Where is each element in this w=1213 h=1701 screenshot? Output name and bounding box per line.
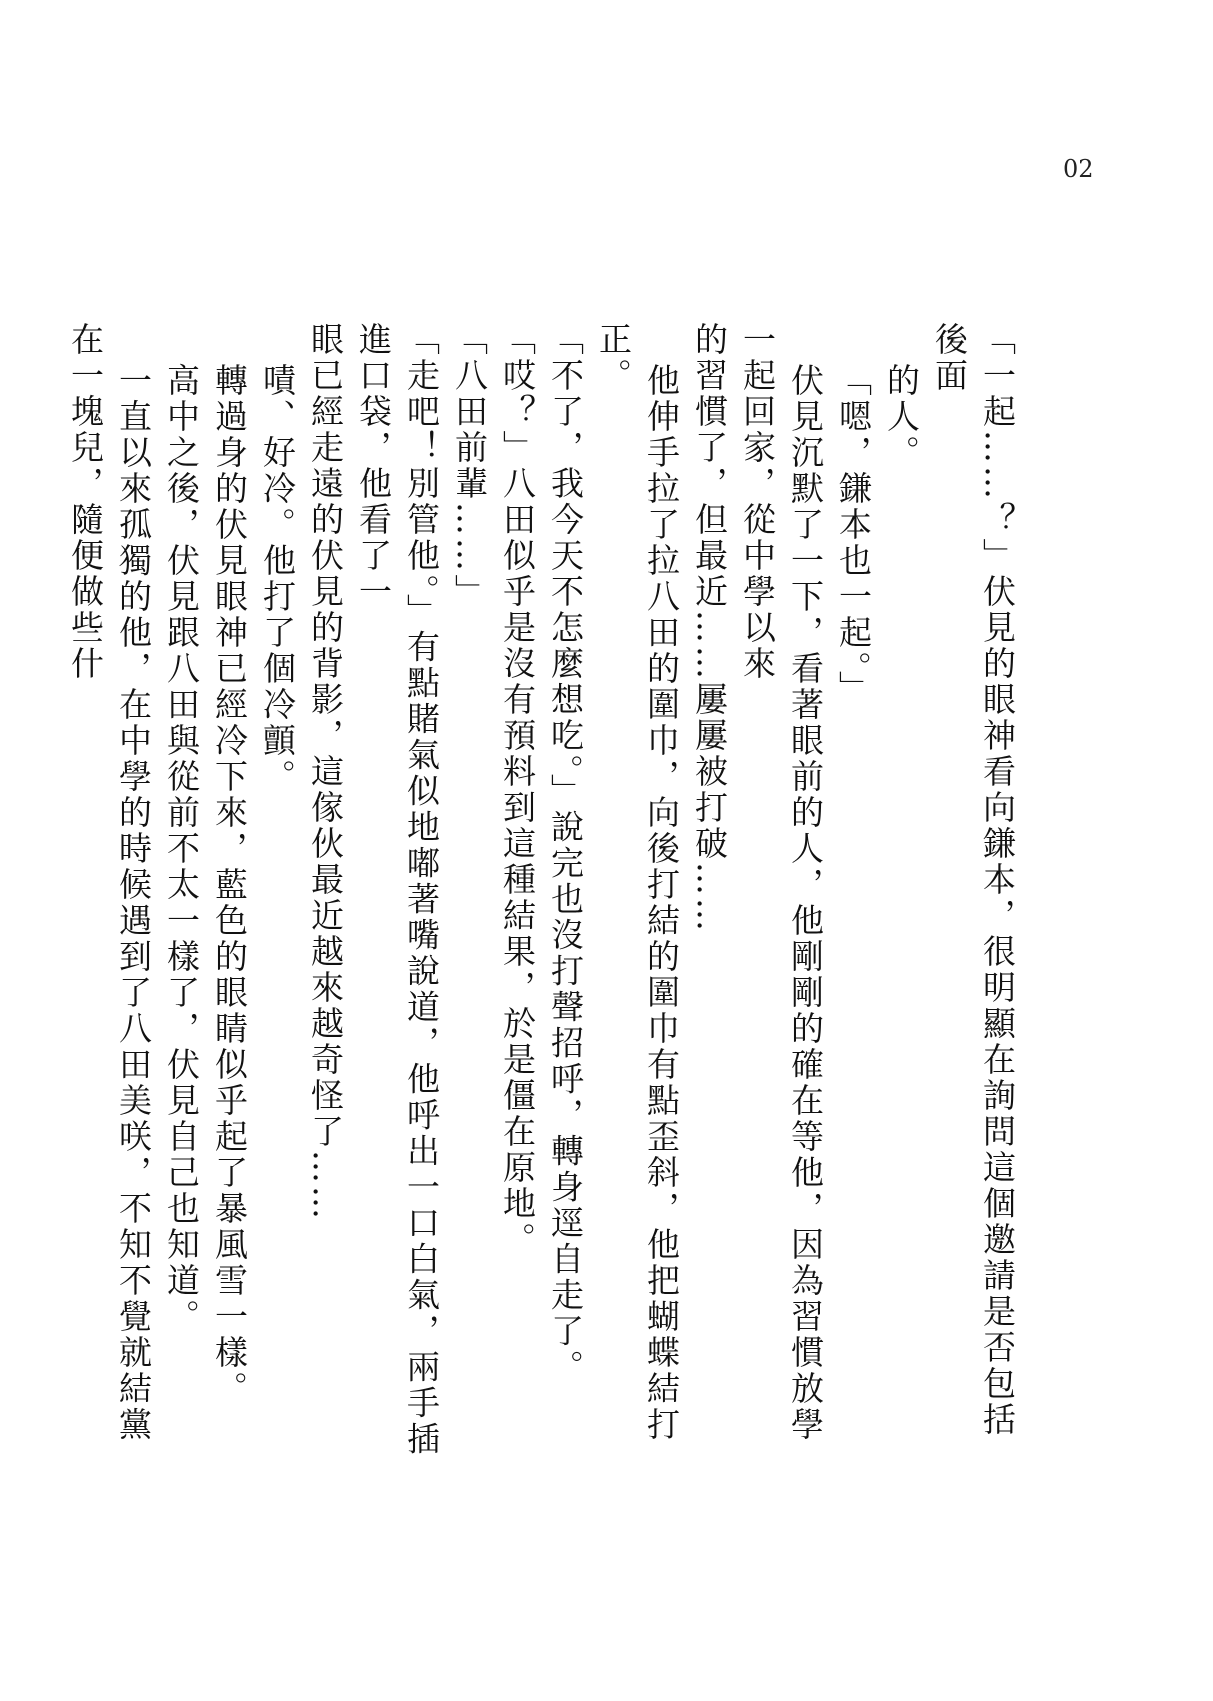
paragraph-continuation: 的習慣了，但最近……屢屢被打破……: [690, 322, 729, 934]
paragraph: 「走吧！別管他。」有點賭氣似地嘟著嘴說道，他呼出一口白氣，兩手插進口袋，他看了一: [354, 322, 441, 1458]
body-text: [61, 322, 1021, 1472]
page-number: 02: [1063, 155, 1094, 183]
paragraph-continuation: 眼已經走遠的伏見的背影，這傢伙最近越來越奇怪了……: [306, 322, 345, 1222]
paragraph: 一直以來孤獨的他，在中學的時候遇到了八田美咲，不知不覺就結黨在一塊兒，隨便做些什: [66, 322, 153, 1444]
paragraph-continuation: 的人。: [882, 363, 921, 472]
paragraph: 嘖、好冷。他打了個冷顫。: [258, 363, 297, 796]
paragraph: 「一起……？」伏見的眼神看向鎌本，很明顯在詢問這個邀請是否包括後面: [930, 322, 1017, 1438]
paragraph: 伏見沉默了一下，看著眼前的人，他剛剛的確在等他，因為習慣放學一起回家，從中學以來: [738, 322, 825, 1444]
paragraph: 「哎？」八田似乎是沒有預料到這種結果，於是僵在原地。: [498, 322, 537, 1258]
paragraph: 他伸手拉了拉八田的圍巾，向後打結的圍巾有點歪斜，他把蝴蝶結打正。: [594, 322, 681, 1444]
paragraph: 高中之後，伏見跟八田與從前不太一樣了，伏見自己也知道。: [162, 363, 201, 1336]
paragraph: 「不了，我今天不怎麼想吃。」說完也沒打聲招呼，轉身逕自走了。: [546, 322, 585, 1386]
paragraph: 轉過身的伏見眼神已經冷下來，藍色的眼睛似乎起了暴風雪一樣。: [210, 363, 249, 1408]
paragraph: 「嗯，鎌本也一起。」: [834, 363, 873, 707]
paragraph: 「八田前輩……」: [450, 322, 489, 610]
